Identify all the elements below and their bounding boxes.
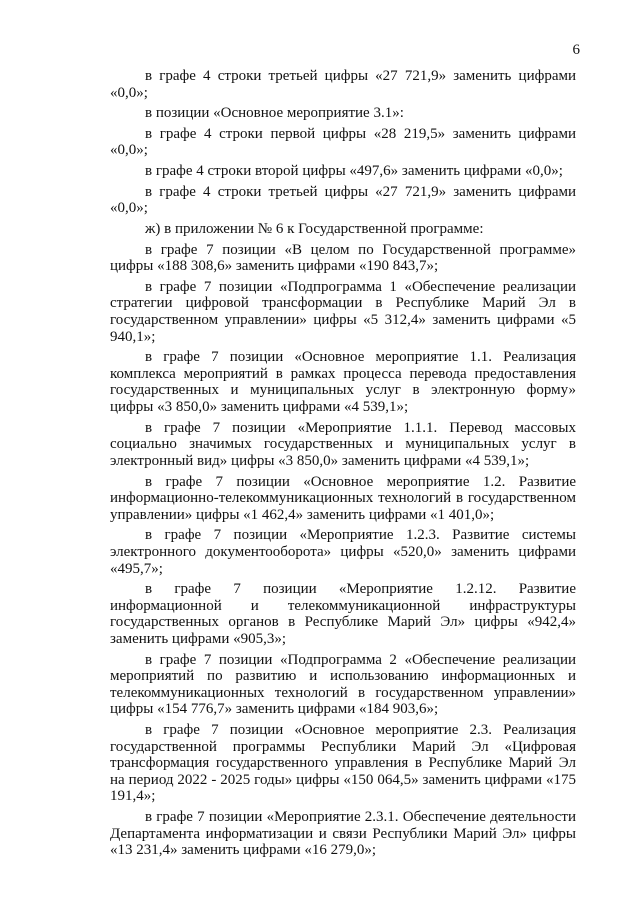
page-number: 6 xyxy=(572,42,580,58)
paragraph: в графе 7 позиции «В целом по Государственной программе» цифры «188 308,6» заменить цифрами «190 843,7»; xyxy=(110,241,576,275)
paragraph: в графе 7 позиции «Мероприятие 1.2.3. Развитие системы электронного документооборота» цифры «520,0» заменить цифрами «495,7»; xyxy=(110,527,576,577)
paragraph: в графе 4 строки второй цифры «497,6» заменить цифрами «0,0»; xyxy=(145,163,563,180)
paragraph: в графе 4 строки третьей цифры «27 721,9» заменить цифрами «0,0»; xyxy=(110,68,576,101)
paragraph: в графе 7 позиции «Основное мероприятие 2.3. Реализация государственной программы Республики Марий Эл «Цифровая трансформация государственного управления в Республике Марий Эл на период 2022 - 2025 годы» цифры «150 064,5» заменить цифрами «175 191,4»; xyxy=(110,722,576,805)
paragraph: в графе 7 позиции «Подпрограмма 2 «Обеспечение реализации мероприятий по развитию и использованию информационных и телекоммуникационных технологий в государственном управлении» цифры «154 776,7» заменить цифрами «184 903,6»; xyxy=(110,651,576,718)
paragraph: в графе 7 позиции «Подпрограмма 1 «Обеспечение реализации стратегии цифровой трансформации в Республике Марий Эл в государственном управлении» цифры «5 312,4» заменить цифрами «5 940,1»; xyxy=(110,278,576,345)
paragraph: в графе 7 позиции «Основное мероприятие 1.1. Реализация комплекса мероприятий в рамках процесса перевода предоставления государственных и муниципальных услуг в электронную форму» цифры «3 850,0» заменить цифрами «4 539,1»; xyxy=(110,349,576,416)
paragraph: в графе 7 позиции «Основное мероприятие 1.2. Развитие информационно-телекоммуникационных технологий в государственном управлении» цифры «1 462,4» заменить цифрами «1 401,0»; xyxy=(110,473,576,523)
paragraph: в позиции «Основное мероприятие 3.1»: xyxy=(145,105,404,122)
document-body xyxy=(110,68,576,863)
paragraph: в графе 4 строки третьей цифры «27 721,9» заменить цифрами «0,0»; xyxy=(110,183,576,217)
paragraph: ж) в приложении № 6 к Государственной программе: xyxy=(145,220,484,237)
paragraph: в графе 7 позиции «Мероприятие 1.2.12. Развитие информационной и телекоммуникационной инфраструктуры государственных органов в Республике Марий Эл» цифры «942,4» заменить цифрами «905,3»; xyxy=(110,581,576,647)
paragraph: в графе 4 строки первой цифры «28 219,5» заменить цифрами «0,0»; xyxy=(110,125,576,159)
paragraph: в графе 7 позиции «Мероприятие 2.3.1. Обеспечение деятельности Департамента информатизации и связи Республики Марий Эл» цифры «13 231,4» заменить цифрами «16 279,0»; xyxy=(110,809,576,859)
paragraph: в графе 7 позиции «Мероприятие 1.1.1. Перевод массовых социально значимых государственных и муниципальных услуг в электронный вид» цифры «3 850,0» заменить цифрами «4 539,1»; xyxy=(110,419,576,469)
